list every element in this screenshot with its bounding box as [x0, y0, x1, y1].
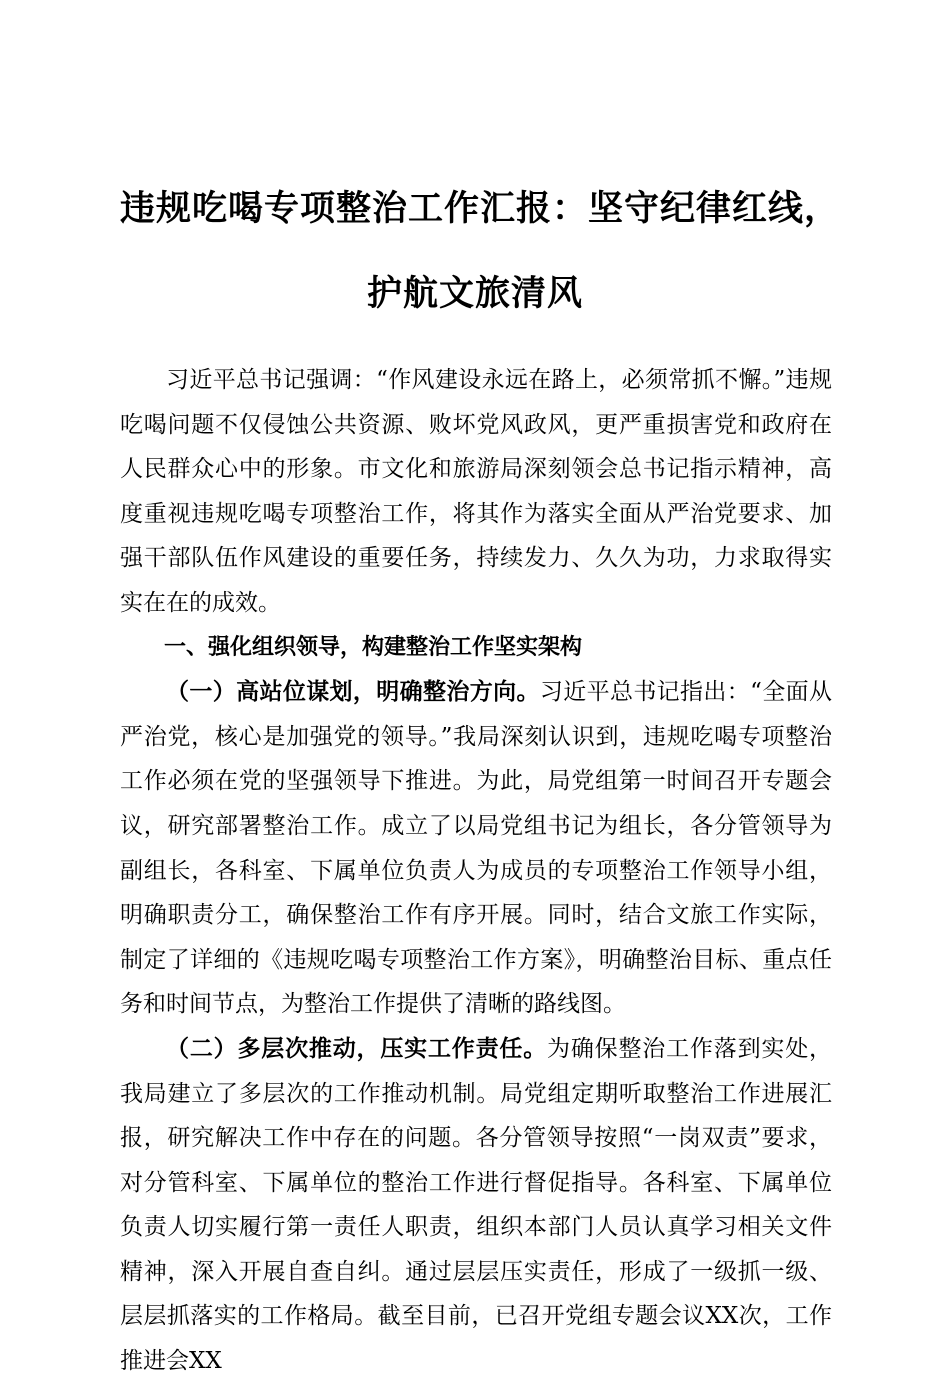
intro-paragraph: 习近平总书记强调：“作风建设永远在路上，必须常抓不懈。”违规吃喝问题不仅侵蚀公共资源、败坏党风政风，更严重损害党和政府在人民群众心中的形象。市文化和旅游局深刻领会总书记指示精神，高度重视违规吃喝专项整治工作，将其作为落实全面从严治党要求、加强干部队伍作风建设的重要任务，持续发力、久久为功，力求取得实实在在的成效。 — [120, 367, 832, 616]
section-1-heading: 一、强化组织领导，构建整治工作坚实架构 — [164, 634, 583, 660]
subsection-1-text: 习近平总书记指出：“全面从严治党，核心是加强党的领导。”我局深刻认识到，违规吃喝专项整治工作必须在党的坚强领导下推进。为此，局党组第一时间召开专题会议，研究部署整治工作。成立了以局党组书记为组长，各分管领导为副组长，各科室、下属单位负责人为成员的专项整治工作领导小组，明确职责分工，确保整治工作有序开展。同时，结合文旅工作实际，制定了详细的《违规吃喝专项整治工作方案》，明确整治目标、重点任务和时间节点，为整治工作提供了清晰的路线图。 — [120, 679, 833, 1018]
document-body — [120, 358, 832, 1384]
subsection-2-lead: （二）多层次推动，压实工作责任。 — [166, 1034, 548, 1062]
document-title — [120, 166, 841, 336]
title-line-2: 护航文旅清风 — [366, 273, 583, 314]
title-line-1: 违规吃喝专项整治工作汇报：坚守纪律红线， — [120, 188, 841, 229]
subsection-2-paragraph — [120, 1027, 832, 1384]
subsection-1-lead: （一）高站位谋划，明确整治方向。 — [166, 678, 540, 706]
subsection-1-paragraph — [120, 670, 832, 1027]
subsection-2-text: 为确保整治工作落到实处，我局建立了多层次的工作推动机制。局党组定期听取整治工作进展汇报，研究解决工作中存在的问题。各分管领导按照“一岗双责”要求，对分管科室、下属单位的整治工作进行督促指导。各科室、下属单位负责人切实履行第一责任人职责，组织本部门人员认真学习相关文件精神，深入开展自查自纠。通过层层压实责任，形成了一级抓一级、层层抓落实的工作格局。截至目前，已召开党组专题会议XX次，工作推进会XX — [120, 1035, 833, 1375]
